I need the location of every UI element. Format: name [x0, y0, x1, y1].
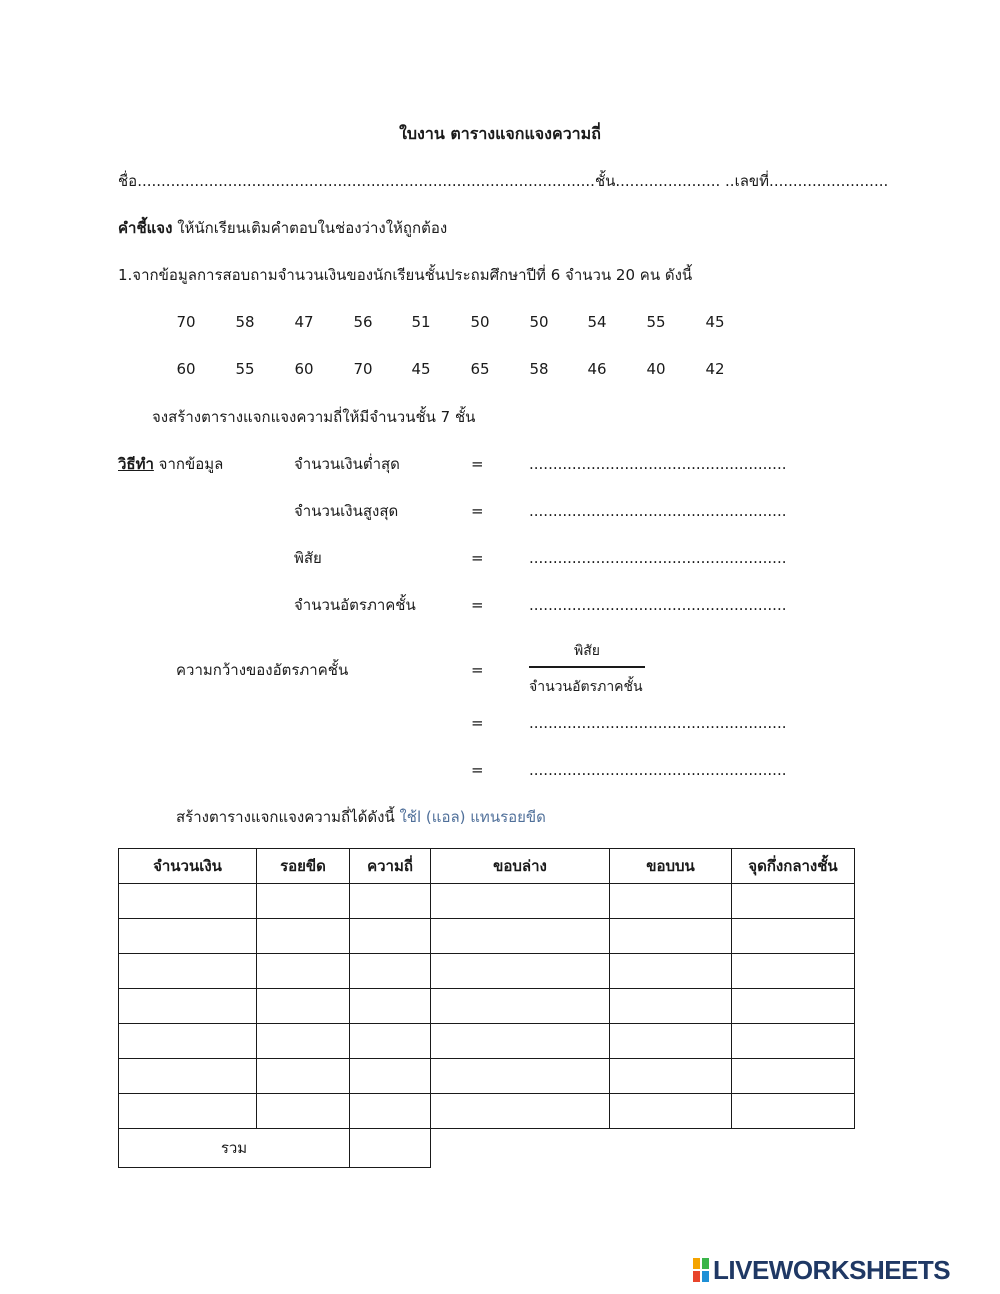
- amount-cell[interactable]: [119, 1024, 257, 1059]
- data-value: 58: [529, 360, 549, 378]
- amount-cell[interactable]: [119, 1094, 257, 1129]
- fraction-bar: [529, 666, 645, 668]
- instruction-label: คำชี้แจง: [118, 219, 173, 237]
- student-info-line: [118, 170, 888, 192]
- lower-boundary-cell[interactable]: [431, 1059, 610, 1094]
- total-frequency-cell[interactable]: [350, 1129, 431, 1168]
- data-value: 50: [470, 313, 490, 331]
- upper-boundary-cell[interactable]: [610, 1059, 732, 1094]
- upper-boundary-cell[interactable]: [610, 989, 732, 1024]
- empty-space: [431, 1129, 855, 1168]
- liveworksheets-logo-icon: [692, 1257, 710, 1283]
- lower-boundary-cell[interactable]: [431, 1024, 610, 1059]
- amount-cell[interactable]: [119, 954, 257, 989]
- instruction-text: ให้นักเรียนเติมคำตอบในช่องว่างให้ถูกต้อง: [172, 219, 448, 237]
- frequency-table: [118, 848, 855, 1168]
- table-row: [119, 919, 855, 954]
- data-value: 58: [235, 313, 255, 331]
- frequency-cell[interactable]: [350, 989, 431, 1024]
- data-value: 60: [294, 360, 314, 378]
- number-label: เลขที่: [734, 172, 770, 190]
- range-answer-blank[interactable]: ......................................................: [529, 549, 787, 567]
- data-value: 46: [587, 360, 607, 378]
- upper-boundary-cell[interactable]: [610, 919, 732, 954]
- header-upper-boundary: ขอบบน: [610, 849, 732, 884]
- equals-sign: =: [471, 714, 484, 732]
- frequency-cell[interactable]: [350, 884, 431, 919]
- upper-boundary-cell[interactable]: [610, 954, 732, 989]
- table-intro-text: สร้างตารางแจกแจงความถี่ได้ดังนี้: [176, 808, 400, 826]
- table-row: [119, 989, 855, 1024]
- range-label: พิสัย: [294, 549, 322, 567]
- lower-boundary-cell[interactable]: [431, 989, 610, 1024]
- equals-sign: =: [471, 661, 484, 679]
- midpoint-cell[interactable]: [732, 954, 855, 989]
- data-value: 42: [705, 360, 725, 378]
- class-label: ชั้น: [594, 172, 616, 190]
- table-row: [119, 954, 855, 989]
- class-blank[interactable]: ...................... ..: [615, 172, 735, 190]
- lower-boundary-cell[interactable]: [431, 884, 610, 919]
- data-value: 55: [235, 360, 255, 378]
- frequency-cell[interactable]: [350, 1024, 431, 1059]
- frequency-cell[interactable]: [350, 1094, 431, 1129]
- table-intro: [176, 806, 546, 828]
- header-tally: รอยขีด: [257, 849, 350, 884]
- name-blank[interactable]: ................................................................................................: [137, 172, 595, 190]
- header-lower-boundary: ขอบล่าง: [431, 849, 610, 884]
- header-midpoint: จุดกึ่งกลางชั้น: [732, 849, 855, 884]
- width-step-blank[interactable]: ......................................................: [529, 714, 787, 732]
- min-label: จำนวนเงินต่ำสุด: [294, 455, 400, 473]
- upper-boundary-cell[interactable]: [610, 1094, 732, 1129]
- header-amount: จำนวนเงิน: [119, 849, 257, 884]
- tally-cell[interactable]: [257, 989, 350, 1024]
- amount-cell[interactable]: [119, 989, 257, 1024]
- question-1: 1.จากข้อมูลการสอบถามจำนวนเงินของนักเรียนชั้นประถมศึกษาปีที่ 6 จำนวน 20 คน ดังนี้: [118, 266, 693, 284]
- logo-square: [701, 1270, 710, 1283]
- midpoint-cell[interactable]: [732, 919, 855, 954]
- frequency-cell[interactable]: [350, 954, 431, 989]
- logo-text: LIVEWORKSHEETS: [713, 1254, 951, 1285]
- table-header-row: [119, 849, 855, 884]
- data-value: 54: [587, 313, 607, 331]
- equals-sign: =: [471, 502, 484, 520]
- fraction-numerator: พิสัย: [574, 643, 600, 659]
- data-value: 50: [529, 313, 549, 331]
- midpoint-cell[interactable]: [732, 1059, 855, 1094]
- min-answer-blank[interactable]: ......................................................: [529, 455, 787, 473]
- from-data-label: จากข้อมูล: [153, 455, 224, 473]
- tally-cell[interactable]: [257, 1094, 350, 1129]
- data-value: 70: [176, 313, 196, 331]
- task-text: จงสร้างตารางแจกแจงความถี่ให้มีจำนวนชั้น 7 ชั้น: [152, 408, 476, 426]
- lower-boundary-cell[interactable]: [431, 1094, 610, 1129]
- tally-cell[interactable]: [257, 919, 350, 954]
- equals-sign: =: [471, 455, 484, 473]
- table-row: [119, 884, 855, 919]
- worksheet-title: ใบงาน ตารางแจกแจงความถี่: [399, 124, 601, 143]
- tally-hint: ใช้l (แอล) แทนรอยขีด: [399, 808, 546, 826]
- method-label: วิธีทำ: [118, 455, 154, 473]
- data-value: 51: [411, 313, 431, 331]
- data-value: 70: [353, 360, 373, 378]
- data-value: 47: [294, 313, 314, 331]
- equals-sign: =: [471, 549, 484, 567]
- upper-boundary-cell[interactable]: [610, 884, 732, 919]
- class-count-label: จำนวนอัตรภาคชั้น: [294, 596, 416, 614]
- method-heading: [118, 453, 223, 475]
- midpoint-cell[interactable]: [732, 1024, 855, 1059]
- data-value: 56: [353, 313, 373, 331]
- amount-cell[interactable]: [119, 919, 257, 954]
- table-row: [119, 1059, 855, 1094]
- tally-cell[interactable]: [257, 1059, 350, 1094]
- class-count-answer-blank[interactable]: ......................................................: [529, 596, 787, 614]
- equals-sign: =: [471, 596, 484, 614]
- midpoint-cell[interactable]: [732, 989, 855, 1024]
- data-value: 65: [470, 360, 490, 378]
- max-answer-blank[interactable]: ......................................................: [529, 502, 787, 520]
- frequency-cell[interactable]: [350, 919, 431, 954]
- class-width-label: ความกว้างของอัตรภาคชั้น: [176, 661, 349, 679]
- tally-cell[interactable]: [257, 954, 350, 989]
- midpoint-cell[interactable]: [732, 884, 855, 919]
- tally-cell[interactable]: [257, 884, 350, 919]
- midpoint-cell[interactable]: [732, 1094, 855, 1129]
- amount-cell[interactable]: [119, 884, 257, 919]
- upper-boundary-cell[interactable]: [610, 1024, 732, 1059]
- instruction: [118, 217, 447, 239]
- lower-boundary-cell[interactable]: [431, 954, 610, 989]
- liveworksheets-logo: [692, 1255, 950, 1285]
- data-value: 55: [646, 313, 666, 331]
- logo-square: [692, 1270, 701, 1283]
- data-value: 45: [705, 313, 725, 331]
- table-row: [119, 1024, 855, 1059]
- amount-cell[interactable]: [119, 1059, 257, 1094]
- header-frequency: ความถี่: [350, 849, 431, 884]
- logo-square: [701, 1257, 710, 1270]
- data-value: 40: [646, 360, 666, 378]
- lower-boundary-cell[interactable]: [431, 919, 610, 954]
- table-row: [119, 1094, 855, 1129]
- width-result-blank[interactable]: ......................................................: [529, 761, 787, 779]
- frequency-cell[interactable]: [350, 1059, 431, 1094]
- equals-sign: =: [471, 761, 484, 779]
- data-value: 60: [176, 360, 196, 378]
- number-blank[interactable]: .........................: [769, 172, 889, 190]
- max-label: จำนวนเงินสูงสุด: [294, 502, 399, 520]
- logo-square: [692, 1257, 701, 1270]
- data-value: 45: [411, 360, 431, 378]
- name-label: ชื่อ: [118, 172, 138, 190]
- total-label: รวม: [119, 1129, 350, 1168]
- fraction-denominator: จำนวนอัตรภาคชั้น: [529, 679, 643, 695]
- tally-cell[interactable]: [257, 1024, 350, 1059]
- total-row: [119, 1129, 855, 1168]
